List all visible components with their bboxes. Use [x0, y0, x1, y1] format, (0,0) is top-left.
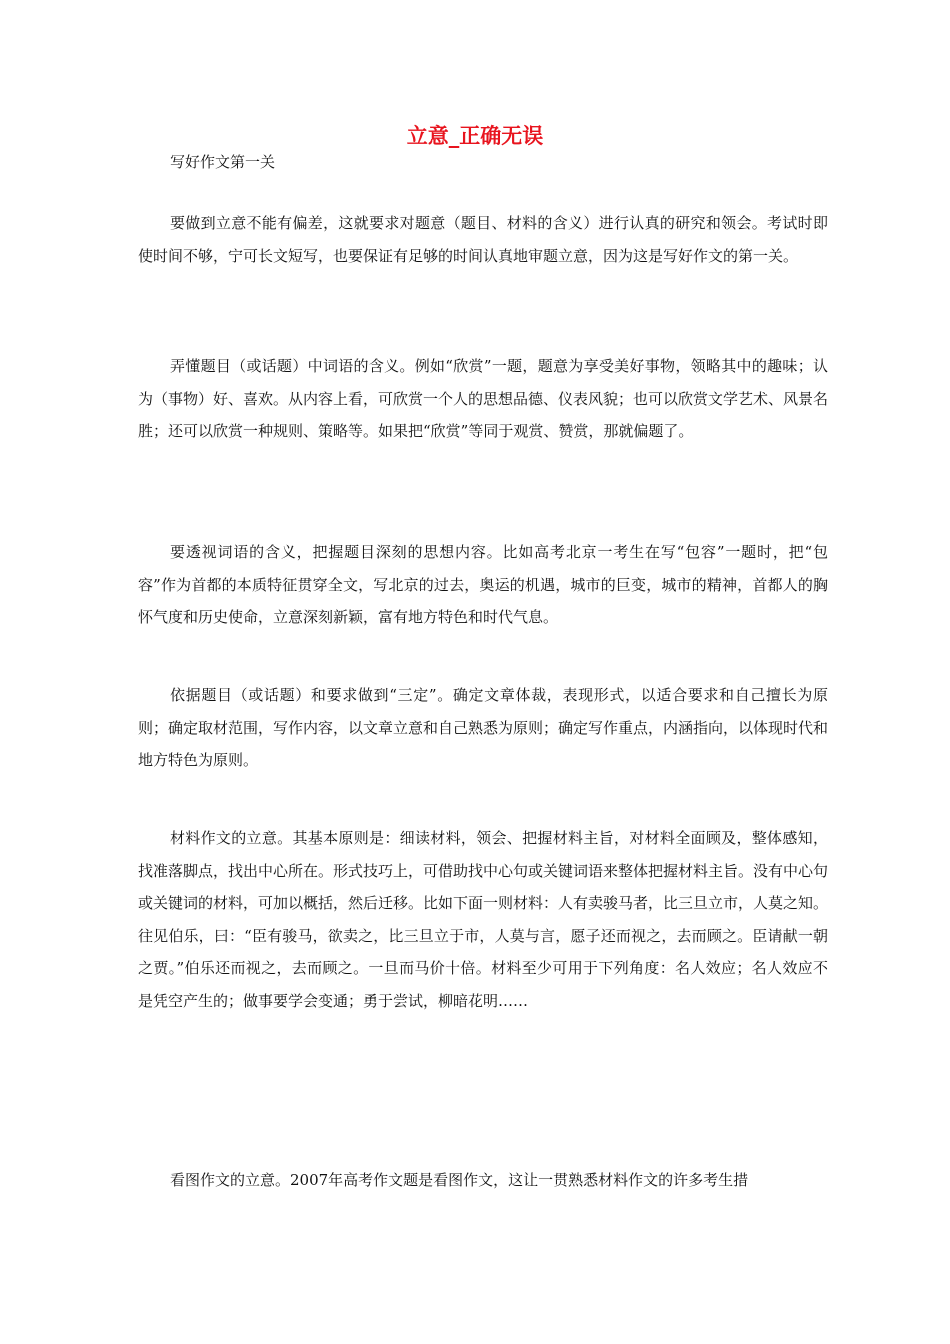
- paragraph-topic-understanding: 要做到立意不能有偏差，这就要求对题意（题目、材料的含义）进行认真的研究和领会。考试时即使时间不够，宁可长文短写，也要保证有足够的时间认真地审题立意，因为这是写好作文的第一关。: [138, 214, 828, 265]
- paragraph-word-meaning: 弄懂题目（或话题）中词语的含义。例如“欣赏”一题，题意为享受美好事物，领略其中的趣味；认为（事物）好、喜欢。从内容上看，可欣赏一个人的思想品德、仪表风貌；也可以欣赏文学艺术、风景名胜；还可以欣赏一种规则、策略等。如果把“欣赏”等同于观赏、赞赏，那就偏题了。: [138, 357, 829, 440]
- paragraph-three-decisions: 依据题目（或话题）和要求做到“三定”。确定文章体裁，表现形式，以适合要求和自己擅长为原则；确定取材范围，写作内容，以文章立意和自己熟悉为原则；确定写作重点，内涵指向，以体现时代和地方特色为原则。: [138, 686, 829, 769]
- document-subtitle: 写好作文第一关: [170, 153, 276, 171]
- paragraph-picture-essay: 看图作文的立意。2007年高考作文题是看图作文，这让一贯熟悉材料作文的许多考生措: [170, 1171, 749, 1189]
- paragraph-deep-meaning: 要透视词语的含义，把握题目深刻的思想内容。比如高考北京一考生在写“包容”一题时，把“包容”作为首都的本质特征贯穿全文，写北京的过去，奥运的机遇，城市的巨变，城市的精神，首都人的胸怀气度和历史使命，立意深刻新颖，富有地方特色和时代气息。: [138, 543, 828, 626]
- document-title: 立意_正确无误: [406, 124, 544, 148]
- paragraph-material-essay: 材料作文的立意。其基本原则是：细读材料，领会、把握材料主旨，对材料全面顾及，整体感知，找准落脚点，找出中心所在。形式技巧上，可借助找中心句或关键词语来整体把握材料主旨。没有中心句或关键词的材料，可加以概括，然后迁移。比如下面一则材料：人有卖骏马者，比三旦立市，人莫之知。往见伯乐，曰：“臣有骏马，欲卖之，比三旦立于市，人莫与言，愿子还而视之，去而顾之。臣请献一朝之贾。”伯乐还而视之，去而顾之。一旦而马价十倍。材料至少可用于下列角度：名人效应；名人效应不是凭空产生的；做事要学会变通；勇于尝试，柳暗花明……: [138, 829, 829, 1010]
